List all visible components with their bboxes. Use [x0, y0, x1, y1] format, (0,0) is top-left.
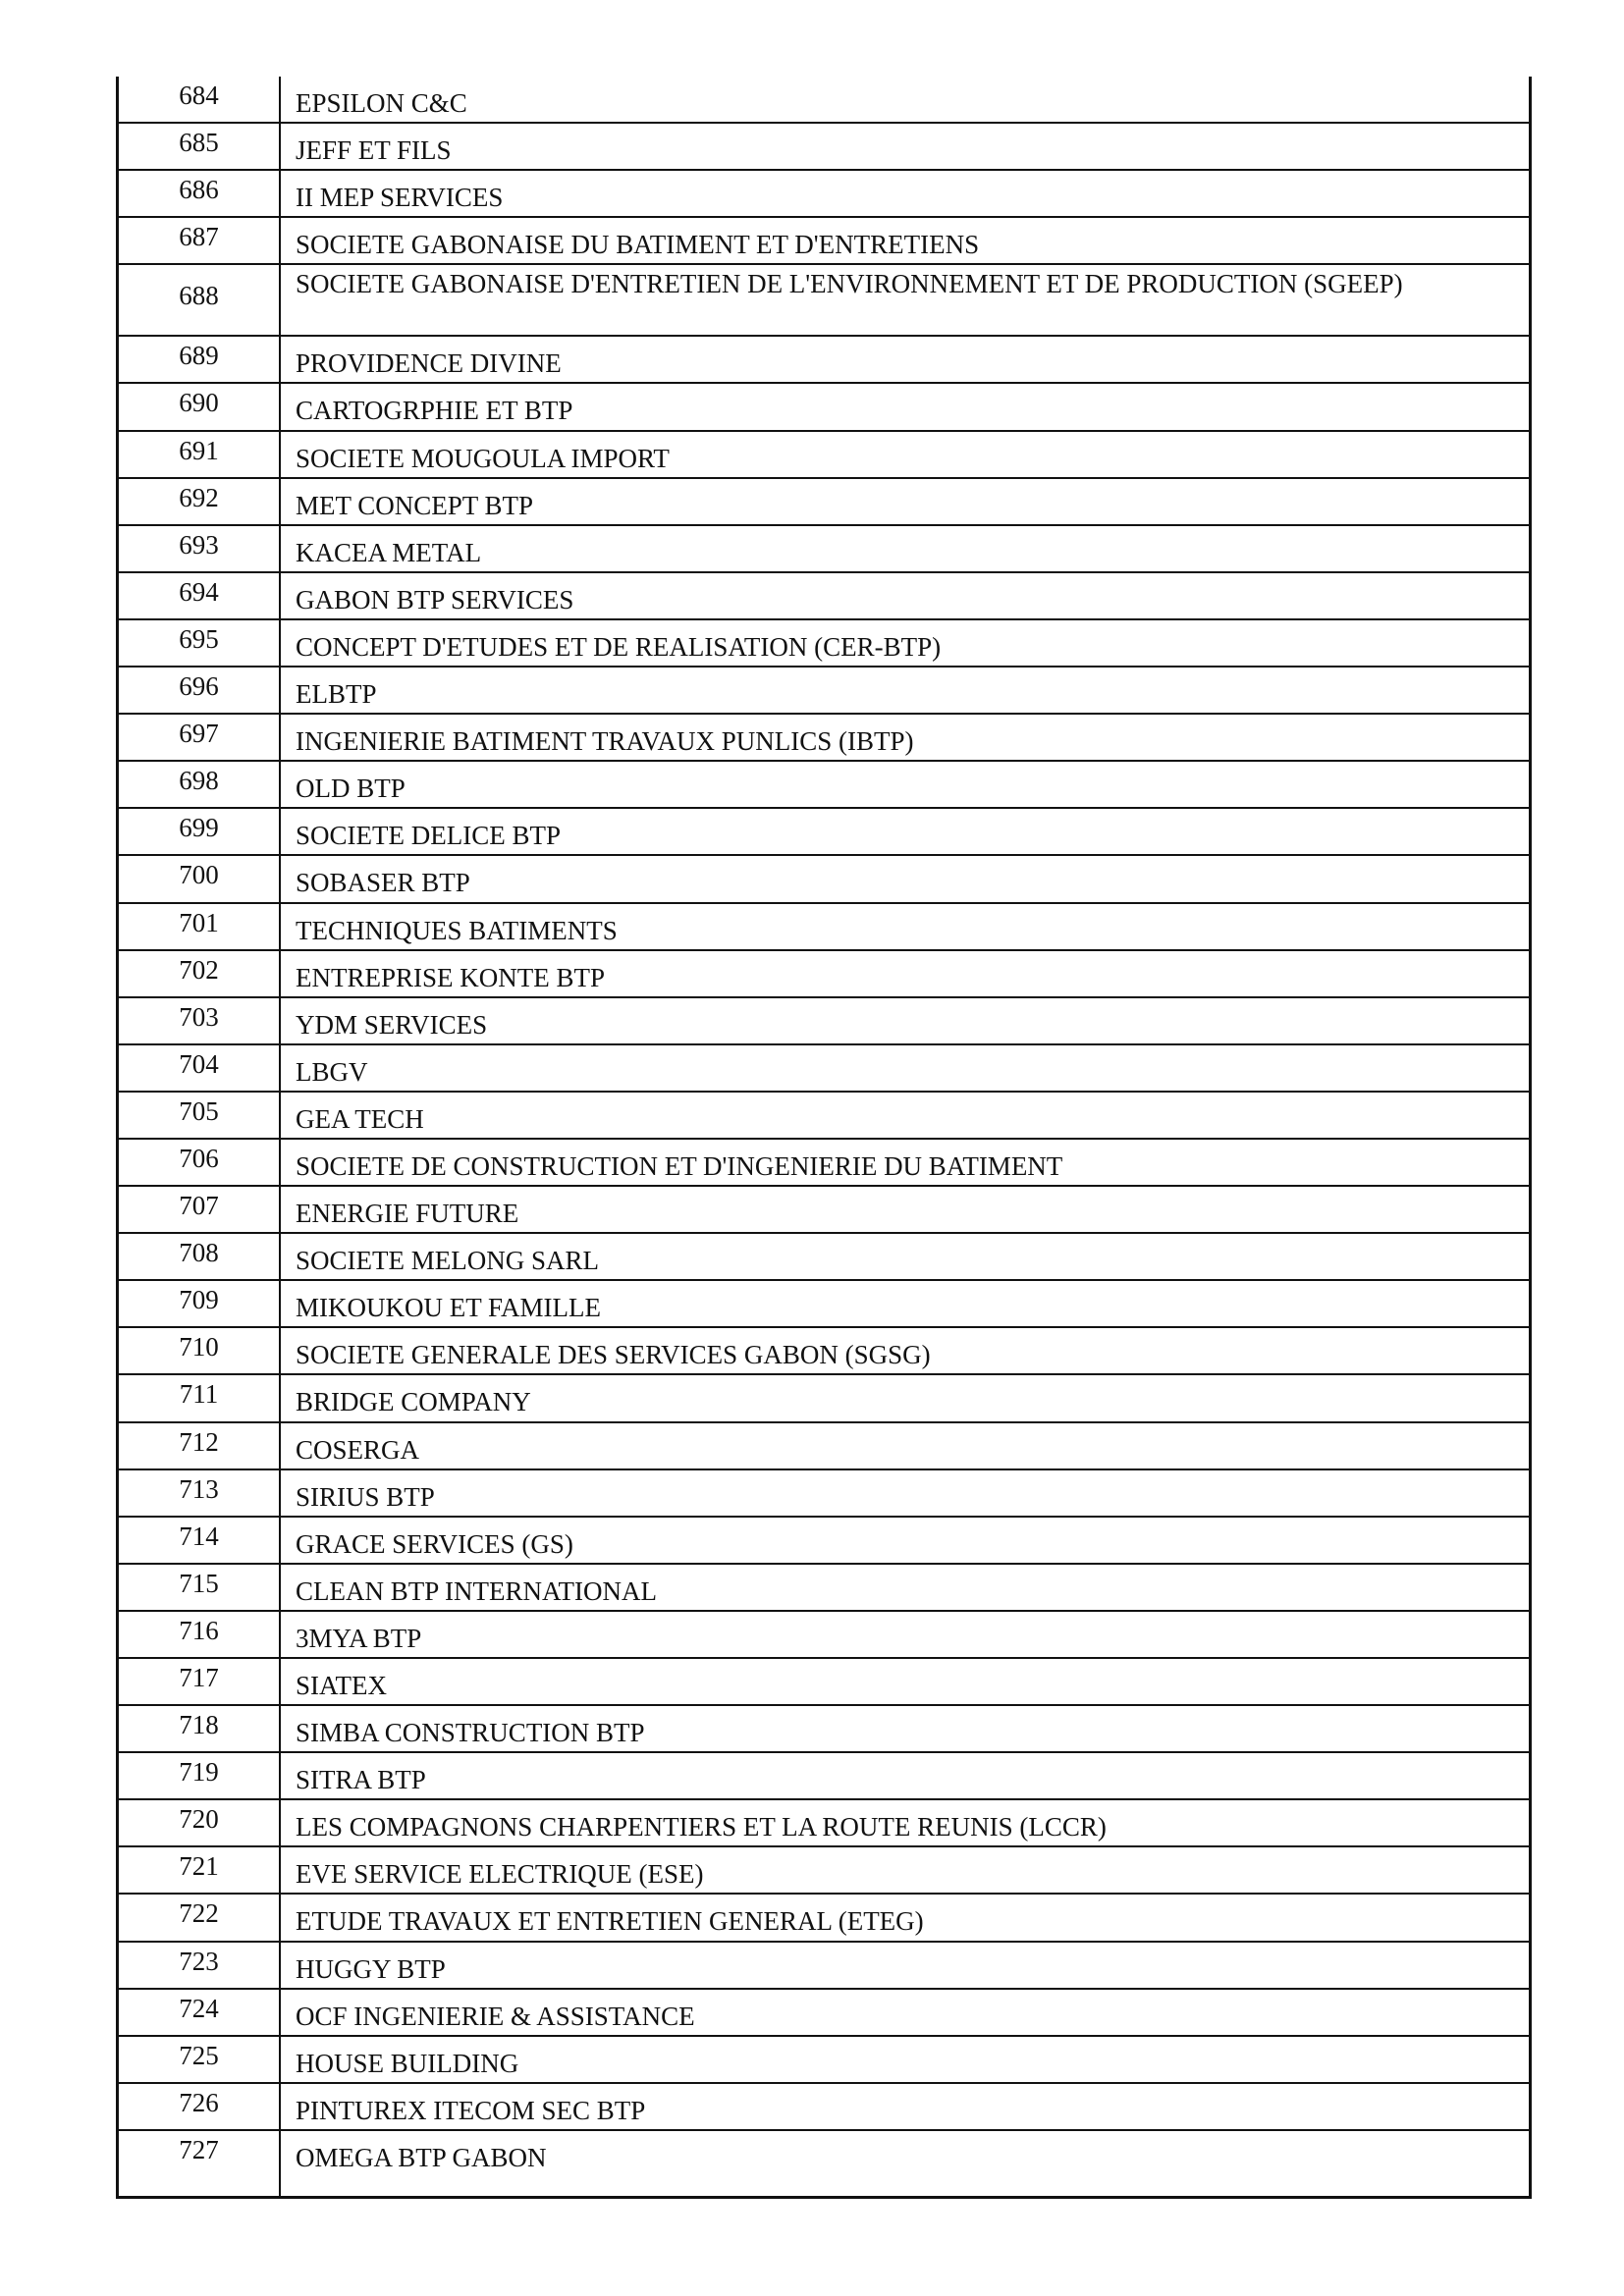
row-number: 688: [179, 281, 219, 311]
company-name: SOCIETE DELICE BTP: [296, 821, 561, 851]
row-number: 725: [179, 2040, 219, 2070]
row-number: 714: [179, 1521, 219, 1551]
table-row: [119, 1847, 1529, 1895]
company-name: SIRIUS BTP: [296, 1481, 435, 1512]
table-row: [119, 1234, 1529, 1281]
table-row: [119, 715, 1529, 762]
row-number: 711: [179, 1379, 219, 1410]
table-row: [119, 1470, 1529, 1518]
row-number: 718: [179, 1710, 219, 1740]
table-row: [119, 1800, 1529, 1847]
company-name: GABON BTP SERVICES: [296, 584, 574, 614]
table-row: [119, 809, 1529, 856]
table-row: [119, 1706, 1529, 1753]
table-row: [119, 265, 1529, 337]
table-row: [119, 1187, 1529, 1234]
row-number: 715: [179, 1568, 219, 1598]
table-row: [119, 171, 1529, 218]
row-number: 693: [179, 529, 219, 560]
row-number: 710: [179, 1332, 219, 1362]
company-table: [116, 77, 1532, 2199]
row-number: 700: [179, 860, 219, 890]
table-row: [119, 856, 1529, 903]
row-number: 709: [179, 1285, 219, 1315]
table-row: [119, 432, 1529, 479]
company-name: JEFF ET FILS: [296, 135, 452, 166]
row-number: 713: [179, 1473, 219, 1504]
row-number: 692: [179, 482, 219, 512]
row-number: 697: [179, 719, 219, 749]
table-row: [119, 573, 1529, 620]
table-row: [119, 77, 1529, 124]
row-number: 721: [179, 1851, 219, 1882]
table-row: [119, 951, 1529, 998]
company-name: GEA TECH: [296, 1103, 424, 1134]
company-name: SIMBA CONSTRUCTION BTP: [296, 1718, 645, 1748]
company-name: CARTOGRPHIE ET BTP: [296, 396, 573, 426]
company-name: HOUSE BUILDING: [296, 2048, 519, 2078]
table-row: [119, 1612, 1529, 1659]
table-row: [119, 1328, 1529, 1375]
row-number: 701: [179, 907, 219, 937]
table-row: [119, 1093, 1529, 1140]
company-name: HUGGY BTP: [296, 1953, 446, 1984]
table-row: [119, 124, 1529, 171]
row-number: 702: [179, 954, 219, 985]
table-row: [119, 1895, 1529, 1942]
table-row: [119, 2131, 1529, 2178]
row-number: 726: [179, 2087, 219, 2117]
table-row: [119, 2084, 1529, 2131]
company-name: SOCIETE GABONAISE DU BATIMENT ET D'ENTRETIENS: [296, 230, 980, 260]
company-name: SOCIETE GENERALE DES SERVICES GABON (SGSG): [296, 1340, 931, 1370]
table-row: [119, 1990, 1529, 2037]
table-row: [119, 1659, 1529, 1706]
company-name: LBGV: [296, 1056, 368, 1087]
row-number: 707: [179, 1191, 219, 1221]
company-name: MIKOUKOU ET FAMILLE: [296, 1293, 601, 1323]
table-row: [119, 526, 1529, 573]
row-number: 722: [179, 1898, 219, 1929]
row-number: 724: [179, 1993, 219, 2023]
company-name: CONCEPT D'ETUDES ET DE REALISATION (CER-BTP): [296, 631, 942, 662]
company-name: CLEAN BTP INTERNATIONAL: [296, 1575, 657, 1606]
company-name: SITRA BTP: [296, 1765, 426, 1795]
row-number: 723: [179, 1946, 219, 1976]
company-name: ENTREPRISE KONTE BTP: [296, 962, 606, 992]
table-row: [119, 1140, 1529, 1187]
table-row: [119, 479, 1529, 526]
company-name: OCF INGENIERIE & ASSISTANCE: [296, 2001, 695, 2031]
row-number: 694: [179, 576, 219, 607]
company-name: GRACE SERVICES (GS): [296, 1528, 573, 1559]
row-number: 690: [179, 388, 219, 418]
row-number: 708: [179, 1238, 219, 1268]
table-row: [119, 620, 1529, 667]
row-number: 699: [179, 813, 219, 843]
table-row: [119, 1423, 1529, 1470]
company-name: II MEP SERVICES: [296, 183, 504, 213]
company-name: LES COMPAGNONS CHARPENTIERS ET LA ROUTE REUNIS (LCCR): [296, 1812, 1107, 1842]
company-name: SOCIETE DE CONSTRUCTION ET D'INGENIERIE DU BATIMENT: [296, 1150, 1063, 1181]
row-number: 686: [179, 175, 219, 205]
row-number: 695: [179, 623, 219, 654]
company-name: TECHNIQUES BATIMENTS: [296, 915, 618, 945]
row-number: 698: [179, 766, 219, 796]
company-name: ENERGIE FUTURE: [296, 1199, 519, 1229]
company-name: OMEGA BTP GABON: [296, 2142, 547, 2172]
table-body: [119, 77, 1529, 2178]
table-row: [119, 1943, 1529, 1990]
table-row: [119, 1753, 1529, 1800]
row-number: 705: [179, 1095, 219, 1126]
company-name: KACEA METAL: [296, 537, 482, 567]
company-name: SIATEX: [296, 1671, 387, 1700]
company-name: SOCIETE GABONAISE D'ENTRETIEN DE L'ENVIRONNEMENT ET DE PRODUCTION (SGEEP): [296, 269, 1403, 299]
table-row: [119, 667, 1529, 715]
row-number: 717: [179, 1663, 219, 1692]
company-name: YDM SERVICES: [296, 1009, 488, 1040]
table-row: [119, 2037, 1529, 2084]
company-name: PROVIDENCE DIVINE: [296, 348, 562, 379]
company-name: OLD BTP: [296, 774, 406, 804]
row-number: 689: [179, 341, 219, 371]
row-number: 704: [179, 1048, 219, 1079]
row-number: 727: [179, 2134, 219, 2164]
row-number: 696: [179, 671, 219, 702]
table-row: [119, 384, 1529, 431]
table-row: [119, 337, 1529, 384]
row-number: 706: [179, 1143, 219, 1173]
company-name: ELBTP: [296, 679, 377, 710]
table-row: [119, 998, 1529, 1045]
company-name: INGENIERIE BATIMENT TRAVAUX PUNLICS (IBTP): [296, 726, 914, 757]
row-number: 684: [179, 80, 219, 110]
row-number: 712: [179, 1426, 219, 1457]
company-name: MET CONCEPT BTP: [296, 490, 534, 520]
table-row: [119, 1045, 1529, 1093]
row-number: 691: [179, 435, 219, 465]
company-name: EVE SERVICE ELECTRIQUE (ESE): [296, 1859, 704, 1890]
company-name: 3MYA BTP: [296, 1623, 422, 1653]
company-name: PINTUREX ITECOM SEC BTP: [296, 2095, 646, 2125]
row-number: 716: [179, 1615, 219, 1645]
company-name: BRIDGE COMPANY: [296, 1387, 531, 1417]
company-name: SOCIETE MOUGOULA IMPORT: [296, 443, 670, 473]
table-row: [119, 218, 1529, 265]
row-number: 719: [179, 1757, 219, 1788]
company-name: ETUDE TRAVAUX ET ENTRETIEN GENERAL (ETEG): [296, 1906, 924, 1937]
row-number: 720: [179, 1804, 219, 1835]
table-row: [119, 1565, 1529, 1612]
table-row: [119, 1375, 1529, 1422]
row-number: 687: [179, 222, 219, 252]
company-name: SOBASER BTP: [296, 868, 470, 898]
company-name: COSERGA: [296, 1434, 420, 1465]
row-number: 685: [179, 128, 219, 158]
company-name: EPSILON C&C: [296, 88, 467, 118]
company-name: SOCIETE MELONG SARL: [296, 1246, 599, 1276]
table-row: [119, 904, 1529, 951]
table-row: [119, 762, 1529, 809]
table-row: [119, 1518, 1529, 1565]
table-row: [119, 1281, 1529, 1328]
row-number: 703: [179, 1001, 219, 1032]
